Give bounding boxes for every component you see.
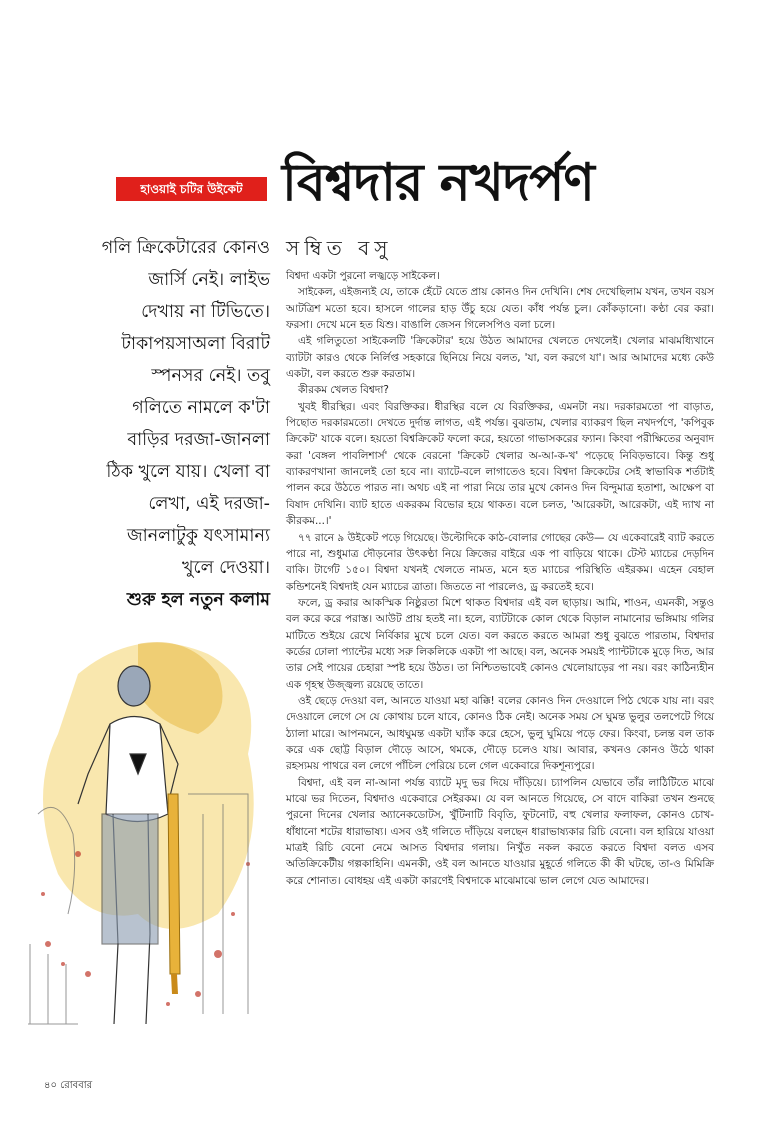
- standfirst-line: টাকাপয়সাঅলা বিরাট: [121, 334, 270, 354]
- standfirst-line: গলি ক্রিকেটারের কোনও: [101, 238, 270, 258]
- section-tag: হাওয়াই চটির উইকেট: [116, 177, 267, 201]
- standfirst-line: খুলে দেওয়া।: [182, 558, 270, 578]
- cricketer-illustration: [18, 614, 276, 1042]
- standfirst-line: স্পনসর নেই। তবু: [151, 366, 270, 386]
- body-paragraph: বিশ্বদা, এই বল না-আনা পর্যন্ত ব্যাটে মৃদু ভর দিয়ে দাঁড়িয়ে। চ্যাপলিন যেভাবে তাঁর লাঠিটিতে মাঝে মাঝে ভর দিতেন, বিশ্বদাও একেবারে সেইরকম। যে বল আনতে গিয়েছে, সে বাদে বাকিরা তখন শুনছে পুরনো দিনের খেলার অ্যানেকডোটস, খুঁটিনাটি বিবৃতি, ফুটনোট, বহু খেলার ফলাফল, কোনও চোখ-ধাঁধানো শটের ধারাভাষ্য। এসব ওই গলিতে দাঁড়িয়ে বলছেন ধারাভাষ্যকার রিচি বেনো। বল হারিয়ে যাওয়া মাত্রই রিচি বেনো নেমে আসত বিশ্বদার গলায়। নিখুঁত নকল করতে করতে বিশ্বদা বলত এসব অতিক্রিকেটীয় গল্পকাহিনি। এমনকী, ওই বল আনতে যাওয়ার মুহূর্তে গলিতে কী কী ঘটছে, তা-ও মিমিক্রি করে শোনাত। বোধহয় এই একটা কারণেই বিশ্বদাকে মাঝেমাঝে ভাল লেগে যেত আমাদের।: [286, 776, 714, 887]
- standfirst-line: লেখা, এই দরজা-: [148, 494, 270, 514]
- standfirst-line: ঠিক খুলে যায়। খেলা বা: [106, 462, 270, 482]
- byline: সম্বিত বসু: [286, 236, 393, 260]
- standfirst-line: বাড়ির দরজা-জানলা: [127, 430, 270, 450]
- standfirst: [58, 232, 270, 616]
- page-folio: ৪০ রোববার: [44, 1080, 93, 1091]
- column-kicker: শুরু হল নতুন কলাম: [126, 590, 270, 610]
- standfirst-line: জার্সি নেই। লাইভ: [148, 270, 270, 290]
- article-body: [286, 268, 714, 889]
- body-paragraph: কীরকম খেলত বিশ্বদা?: [298, 384, 389, 397]
- article-title: বিশ্বদার নখদর্পণ: [282, 153, 594, 213]
- body-paragraph: বিশ্বদা একটা পুরনো লজ্ঝড়ে সাইকেল।: [286, 270, 440, 282]
- body-paragraph: ওই ছেড়ে দেওয়া বল, আনতে যাওয়া মহা ঝক্কি! বলের কোনও দিন দেওয়ালে পিঠ থেকে যায় না। বরং দেওয়ালে লেগে সে যে কোথায় চলে যাবে, কোনও ঠিক নেই। অনেক সময় সে ঘুমন্ত ভুলুর তলপেটে গিয়ে ঠ্যালা মারে। আপনমনে, আধঘুমন্ত একটা ঘ্যাঁক করে হেসে, ভুলু ঘুমিয়ে পড়ে ফের। কিংবা, চলন্ত বল তাক করে এক ছোট্ট বিড়াল দৌড়ে আসে, থমকে, দৌড়ে চলেও যায়। আবার, কখনও কোনও উঠে থাকা রহস্যময় পাথরে বল লেগে পাঁচিল পেরিয়ে চলে গেল একেবারে দিকশূন্যপুরে।: [286, 694, 714, 773]
- standfirst-line: দেখায় না টিভিতে।: [141, 302, 270, 322]
- standfirst-line: গলিতে নামলে ক'টা: [132, 398, 270, 418]
- body-paragraph: সাইকেল, এইজন্যই যে, তাকে হেঁটে যেতে প্রায় কোনও দিন দেখিনি। শেষ দেখেছিলাম যখন, তখন বয়স আটত্রিশ মতো হবে। হাসলে গালের হাড় উঁচু হয়ে যেত। কাঁধ পর্যন্ত চুল। কোঁকড়ানো। কণ্ঠা বের করা। ফরসা। দেখে মনে হত যিশু। বাঙালি জেসন গিলেসপিও বলা চলে।: [286, 286, 714, 332]
- body-paragraph: ফলে, ড্র করার আকস্মিক নিষ্ঠুরতা মিশে থাকত বিশ্বদার এই বল ছাড়ায়। আমি, শাওন, এমনকী, সন্তুও বল করে করে পরাস্ত। আউট প্রায় হতই না। হলে, ব্যাটটাকে কোল থেকে বিড়াল নামানোর ভঙ্গিমায় গলির মাটিতে শুইয়ে রেখে নির্বিকার মুখে চলে যেত। বল করতে করতে আমরা শুধু বুঝতে পারতাম, বিশ্বদার কর্ডের ঢোলা প্যান্টের মধ্যে সরু লিকলিকে একটা পা আছে। বল, অনেক সময়ই প্যান্টটাকে মুড়ে দিত, আর তার সেই পায়ের চেহারা স্পষ্ট হয়ে উঠত। তা নিশ্চিতভাবেই কোনও খেলোয়াড়ের পা নয়। বরং কাঠিন্যহীন এক গৃহস্থ উজ্জ্বল্য রয়েছে তাতে।: [286, 596, 714, 691]
- body-paragraph: খুবই ধীরস্থির। এবং বিরক্তিকর। ধীরস্থির বলে যে বিরক্তিকর, এমনটা নয়। দরকারমতো পা বাড়াত, পিছোত দরকারমতো। দেখতে দুর্দান্ত লাগত, এই পর্যন্ত। বুঝতাম, খেলার ব্যাকরণ ছিল নখদর্পণে, 'কপিবুক ক্রিকেট' যাকে বলে। হয়তো বিশ্বক্রিকেট ফলো করে, হয়তো গাভাসকরের ফ্যান। কিংবা পরীক্ষিতের অনুবাদ করা 'বেঙ্গল পাবলিশার্স' থেকে বেরনো 'ক্রিকেট খেলার অ-আ-ক-খ' পড়েছে নিবিড়ভাবে। কিন্তু শুধু ব্যাকরণখানা জানলেই তো হবে না। ব্যাটে-বলে লাগাতেও হবে। বিশ্বদা ক্রিকেটের সেই স্বাভাবিক শর্তটাই পালন করে উঠতে পারত না। অথচ এই না পারা নিয়ে তার মুখে কোনও দিন বিন্দুমাত্র হতাশা, আক্ষেপ বা বিষাদ দেখিনি। ব্যাট হাতে একরকম বিভোর হয়ে থাকত। বলে চলত, 'আরেকটা, আরেকটা, এই দ্যাখ না কীরকম...।': [286, 400, 714, 528]
- body-paragraph: এই গলিতুতো সাইকেলটি 'ক্রিকেটার' হয়ে উঠত আমাদের খেলতে দেখলেই। খেলার মাঝমধ্যিখানে ব্যাটটা কারও থেকে নির্লিপ্ত সহকারে ছিনিয়ে নিয়ে বলত, 'যা, বল করগে যা'। আর আমাদের মধ্যে কেউ একটা, বল করতে শুরু করতাম।: [286, 335, 714, 381]
- body-paragraph: ৭৭ রানে ৯ উইকেট পড়ে গিয়েছে। উল্টোদিকে কাঠ-বোলার গোছের কেউ— যে একেবারেই ব্যাট করতে পারে না, শুধুমাত্র দৌড়নোর উৎকণ্ঠা নিয়ে ক্রিজের বাইরে এক পা বাড়িয়ে থাকে। টেস্ট ম্যাচের দেড়দিন বাকি। টার্গেট ১৫০। বিশ্বদা যখনই খেলতে নামত, মনে হত ম্যাচের পরিস্থিতি এইরকম। এহেন বেহাল কন্ডিশনেই বিশ্বদাই যেন ম্যাচের ত্রাতা। জিততে না পারলেও, ড্র করতেই হবে।: [286, 531, 714, 593]
- standfirst-line: জানলাটুকু যৎসামান্য: [126, 526, 270, 546]
